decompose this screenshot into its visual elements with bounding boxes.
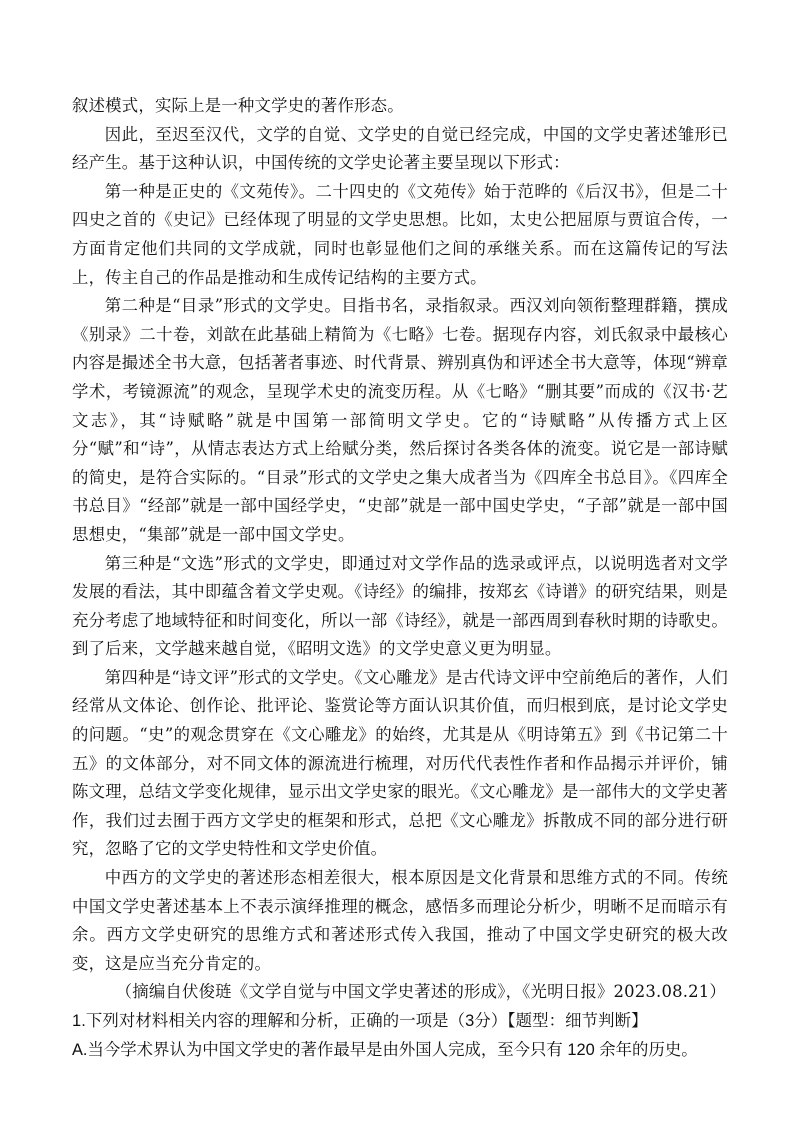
paragraph-form-three: 第三种是“文选”形式的文学史，即通过对文学作品的选录或评点，以说明选者对文学发展的看法，其中即蕴含着文学史观。《诗经》的编排，按郑玄《诗谱》的研究结果，则是充分考虑了地域特征和时间变化，所以一部《诗经》，就是一部西周到春秋时期的诗歌史。到了后来，文学越来越自觉，《昭明文选》的文学史意义更为明显。 bbox=[72, 553, 728, 659]
question-stem: 1.下列对材料相关内容的理解和分析，正确的一项是（3分）【题型：细节判断】 bbox=[72, 1012, 648, 1030]
document-page bbox=[72, 92, 728, 1064]
paragraph-conclusion: 中西方的文学史的著述形态相差很大，根本原因是文化背景和思维方式的不同。传统中国文学史著述基本上不表示演绎推理的概念，感悟多而理论分析少，明晰不足而暗示有余。西方文学史研究的思维方式和著述形式传入我国，推动了中国文学史研究的极大改变，这是应当充分肯定的。 bbox=[72, 868, 728, 973]
source-citation: （摘编自伏俊琏《文学自觉与中国文学史著述的形成》，《光明日报》2023.08.21） bbox=[115, 982, 726, 1002]
paragraph-form-four: 第四种是“诗文评”形式的文学史。《文心雕龙》是古代诗文评中空前绝后的著作，人们经常从文体论、创作论、批评论、鉴赏论等方面认识其价值，而归根到底，是讨论文学史的问题。“史”的观念贯穿在《文心雕龙》的始终，尤其是从《明诗第五》到《书记第二十五》的文体部分，对不同文体的源流进行梳理，对历代代表性作者和作品揭示并评价，铺陈文理，总结文学变化规律，显示出文学史家的眼光。《文心雕龙》是一部伟大的文学史著作，我们过去囿于西方文学史的框架和形式，总把《文心雕龙》拆散成不同的部分进行研究，忽略了它的文学史特性和文学史价值。 bbox=[72, 667, 728, 859]
paragraph-form-two: 第二种是“目录”形式的文学史。目指书名，录指叙录。西汉刘向领衔整理群籍，撰成《别录》二十卷，刘歆在此基础上精简为《七略》七卷。据现存内容，刘氏叙录中最核心内容是撮述全书大意，包括著者事迹、时代背景、辨别真伪和评述全书大意等，体现“辨章学术，考镜源流”的观念，呈现学术史的流变历程。从《七略》“删其要”而成的《汉书·艺文志》，其“诗赋略”就是中国第一部简明文学史。它的“诗赋略”从传播方式上区分“赋”和“诗”，从情志表达方式上给赋分类，然后探讨各类各体的流变。说它是一部诗赋的简史，是符合实际的。“目录”形式的文学史之集大成者当为《四库全书总目》。《四库全书总目》“经部”就是一部中国经学史，“史部”就是一部中国史学史，“子部”就是一部中国思想史，“集部”就是一部中国文学史。 bbox=[72, 296, 728, 544]
paragraph-continuation: 叙述模式，实际上是一种文学史的著作形态。 bbox=[72, 96, 404, 115]
option-a: A.当今学术界认为中国文学史的著作最早是由外国人完成，至今只有 120 余年的历史。 bbox=[72, 1040, 698, 1059]
paragraph-form-one: 第一种是正史的《文苑传》。二十四史的《文苑传》始于范晔的《后汉书》，但是二十四史之首的《史记》已经体现了明显的文学史思想。比如，太史公把屈原与贾谊合传，一方面肯定他们共同的文学成就，同时也彰显他们之间的承继关系。而在这篇传记的写法上，传主自己的作品是推动和生成传记结构的主要方式。 bbox=[72, 181, 728, 287]
paragraph-intro: 因此，至迟至汉代，文学的自觉、文学史的自觉已经完成，中国的文学史著述雏形已经产生。基于这种认识，中国传统的文学史论著主要呈现以下形式： bbox=[72, 124, 728, 173]
